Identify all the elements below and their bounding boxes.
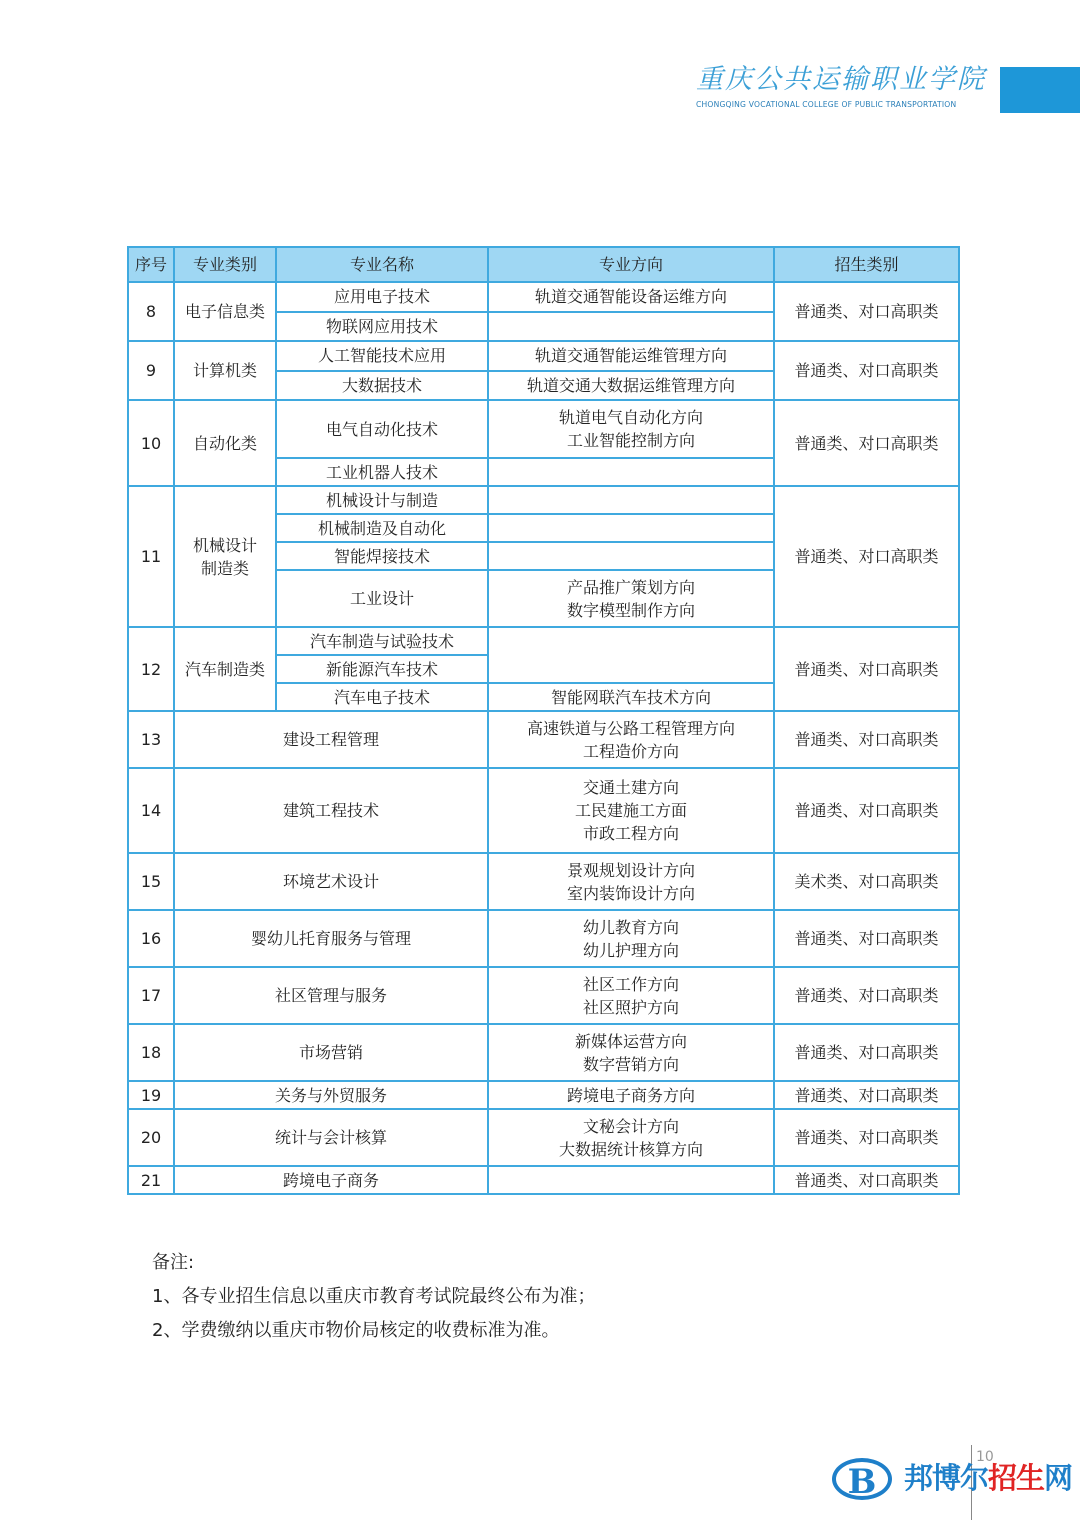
major-direction: 文秘会计方向 大数据统计核算方向 (488, 1109, 774, 1166)
row-number: 21 (128, 1166, 174, 1194)
admission-type: 普通类、对口高职类 (774, 341, 959, 400)
admission-type: 普通类、对口高职类 (774, 400, 959, 486)
table-row (128, 400, 959, 458)
admission-type: 普通类、对口高职类 (774, 711, 959, 768)
major-name: 大数据技术 (276, 371, 488, 401)
admission-table (127, 246, 960, 1195)
table-row (128, 1109, 959, 1166)
major-name: 机械制造及自动化 (276, 514, 488, 542)
table-row (128, 1024, 959, 1081)
header-accent-bar (1000, 67, 1080, 113)
major-direction (488, 542, 774, 570)
admission-type: 普通类、对口高职类 (774, 768, 959, 853)
table-row (128, 486, 959, 514)
row-number: 20 (128, 1109, 174, 1166)
major-name: 工业机器人技术 (276, 458, 488, 486)
row-number: 13 (128, 711, 174, 768)
row-number: 18 (128, 1024, 174, 1081)
row-number: 15 (128, 853, 174, 910)
major-name: 汽车制造与试验技术 (276, 627, 488, 655)
major-direction (488, 627, 774, 683)
major-direction: 高速铁道与公路工程管理方向 工程造价方向 (488, 711, 774, 768)
college-logo (696, 64, 986, 116)
table-row (128, 1166, 959, 1194)
major-name: 电气自动化技术 (276, 400, 488, 458)
major-direction: 轨道电气自动化方向 工业智能控制方向 (488, 400, 774, 458)
major-name: 建设工程管理 (174, 711, 488, 768)
major-direction (488, 486, 774, 514)
major-name: 机械设计与制造 (276, 486, 488, 514)
major-direction: 新媒体运营方向 数字营销方向 (488, 1024, 774, 1081)
watermark (832, 1454, 1072, 1504)
major-name: 婴幼儿托育服务与管理 (174, 910, 488, 967)
admission-type: 普通类、对口高职类 (774, 910, 959, 967)
logo-english: CHONGQING VOCATIONAL COLLEGE OF PUBLIC TRANSPORTATION (696, 100, 957, 109)
watermark-text-c: 网 (1044, 1461, 1073, 1495)
watermark-text (904, 1458, 1072, 1498)
page-number: 10 (976, 1449, 994, 1465)
major-direction (488, 514, 774, 542)
watermark-text-a: 邦博尔 (904, 1461, 989, 1495)
major-name: 建筑工程技术 (174, 768, 488, 853)
row-number: 10 (128, 400, 174, 486)
major-direction: 幼儿教育方向 幼儿护理方向 (488, 910, 774, 967)
admission-type: 普通类、对口高职类 (774, 1166, 959, 1194)
row-number: 16 (128, 910, 174, 967)
major-direction (488, 458, 774, 486)
row-category: 电子信息类 (174, 282, 276, 341)
notes-section (152, 1246, 595, 1348)
major-name: 社区管理与服务 (174, 967, 488, 1024)
major-direction: 轨道交通智能运维管理方向 (488, 341, 774, 371)
notes-title: 备注: (152, 1252, 195, 1273)
row-number: 11 (128, 486, 174, 627)
major-direction: 交通土建方向 工民建施工方面 市政工程方向 (488, 768, 774, 853)
header-no: 序号 (128, 247, 174, 282)
major-name: 应用电子技术 (276, 282, 488, 312)
header-direction: 专业方向 (488, 247, 774, 282)
major-direction: 智能网联汽车技术方向 (488, 683, 774, 711)
major-name: 智能焊接技术 (276, 542, 488, 570)
major-direction: 轨道交通智能设备运维方向 (488, 282, 774, 312)
row-category: 汽车制造类 (174, 627, 276, 711)
major-name: 关务与外贸服务 (174, 1081, 488, 1109)
row-category: 计算机类 (174, 341, 276, 400)
row-number: 19 (128, 1081, 174, 1109)
admission-type: 普通类、对口高职类 (774, 282, 959, 341)
table-row (128, 910, 959, 967)
table-row (128, 768, 959, 853)
major-direction: 景观规划设计方向 室内装饰设计方向 (488, 853, 774, 910)
table-header-row (128, 247, 959, 282)
row-category: 机械设计 制造类 (174, 486, 276, 627)
table-row (128, 1081, 959, 1109)
major-direction: 轨道交通大数据运维管理方向 (488, 371, 774, 401)
major-name: 环境艺术设计 (174, 853, 488, 910)
admission-type: 普通类、对口高职类 (774, 1024, 959, 1081)
row-number: 12 (128, 627, 174, 711)
admission-type: 普通类、对口高职类 (774, 967, 959, 1024)
major-direction: 产品推广策划方向 数字模型制作方向 (488, 570, 774, 627)
major-direction (488, 1166, 774, 1194)
row-category: 自动化类 (174, 400, 276, 486)
table-row (128, 627, 959, 655)
watermark-text-b: 招生 (988, 1461, 1045, 1495)
admission-type: 普通类、对口高职类 (774, 627, 959, 711)
major-name: 市场营销 (174, 1024, 488, 1081)
major-name: 统计与会计核算 (174, 1109, 488, 1166)
admission-type: 普通类、对口高职类 (774, 1109, 959, 1166)
header-type: 招生类别 (774, 247, 959, 282)
row-number: 9 (128, 341, 174, 400)
major-direction: 跨境电子商务方向 (488, 1081, 774, 1109)
table-row (128, 341, 959, 371)
row-number: 14 (128, 768, 174, 853)
table-row (128, 967, 959, 1024)
table-row (128, 282, 959, 312)
header-category: 专业类别 (174, 247, 276, 282)
major-direction: 社区工作方向 社区照护方向 (488, 967, 774, 1024)
note-line-1: 1、各专业招生信息以重庆市教育考试院最终公布为准； (152, 1286, 596, 1307)
major-name: 跨境电子商务 (174, 1166, 488, 1194)
table-row (128, 853, 959, 910)
major-name: 物联网应用技术 (276, 312, 488, 342)
major-direction (488, 312, 774, 342)
row-number: 8 (128, 282, 174, 341)
major-name: 人工智能技术应用 (276, 341, 488, 371)
major-name: 新能源汽车技术 (276, 655, 488, 683)
admission-type: 普通类、对口高职类 (774, 1081, 959, 1109)
watermark-b-icon: B (832, 1458, 892, 1500)
logo-chinese: 重庆公共运输职业学院 (696, 64, 986, 95)
note-line-2: 2、学费缴纳以重庆市物价局核定的收费标准为准。 (152, 1320, 560, 1341)
header-major: 专业名称 (276, 247, 488, 282)
table-row (128, 711, 959, 768)
major-name: 工业设计 (276, 570, 488, 627)
admission-type: 美术类、对口高职类 (774, 853, 959, 910)
row-number: 17 (128, 967, 174, 1024)
admission-type: 普通类、对口高职类 (774, 486, 959, 627)
major-name: 汽车电子技术 (276, 683, 488, 711)
